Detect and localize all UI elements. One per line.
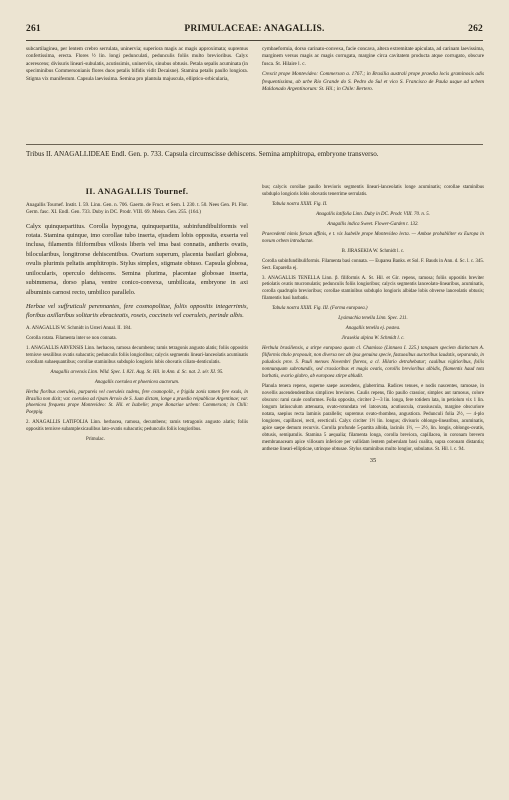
genus-description: Calyx quinquepartitus. Corolla hypogyna, quinquepartita, subinfundibuliformis vel rotata. Stamina quinque, imo corollae tubo inserta, ejusdem lobis opposita, exserta vel inclusa, filamentis filiformibus villosis liberis vel ima basi connatis, antheris ovatis, bilocularibus, longitrorse dehiscentibus. Ovarium superum, placenta basilari globosa, ovulis plurimis peltatis amphitropis. Stylus simplex, stigmate obtuso. Capsula globosa, unilocularis, operculo dehiscens. Semina plurima, placentae globosae inserta, subimmersa, dorso plana, ventre conico-convexa, umbilicata, embryone in axi albuminis carnosi recto, umbilico parallelo. [26, 222, 248, 296]
top-right-text: cymbaeformia, dorso carinato-convexa, facie concava, altera extremitate apiculata, ad carinam laevissima, marginem versus magis ac magis corrugata, margine circa cavitatem producta atque corrugato, obscure fusca. St. Hilaire l. c. [262, 46, 484, 67]
species-1-habitat: Herba floribus coeruleis, purpureis vel coeruleis tadens, fere cosmopolit., e frigida zonis tamen fere exuls, in Brasilia non dixit; var. coerulea ad ripam Arroio de S. Juan dictam, longe a praedio reipublicae Argentinae; var. phoenicea frequens prope Montevideo: St. Hil. et Isabelle; prope Bonariae urbem: Commerson; in Chili: Poeppig. [26, 389, 248, 416]
species-3-synonym-1: Lysimachia tenella Linn. Spec. 211. [338, 316, 408, 322]
top-column-left [26, 46, 248, 86]
signature-page-number: 35 [369, 457, 377, 465]
species-3-note: Herbula brasiliensis, a stirpe europaea quam cl. Chamisso (Linnaea I. 225.) tanquam speciem distinctam A. filiformis titulo proposuit, non diversa nec ab ipsa genuina specie, fastuosibus auctoribus laudatis, separanda, in paludosis prov. S. Pauli menses Novembri florens, a cl. Hilario detrahebatur; caulibus vigitioribus, foliis nonnunquam subrotundis, sed crassioribus et magis ovatis, corollis brevioribus albidis, filamentis haud tota barbatis, ovario glabro, ab europaea stirpe abludit. [262, 346, 484, 379]
section-b-description: Corolla subinfundibuliformis. Filamenta basi connata. — Euparea Banks. et Sol. F. Bauds in Ann. d. Sc. l. c. 345. Sect. Euparella ej. [262, 258, 484, 271]
species-1-synonymy: Anagallis arvensis Linn. Wild. Spec. I. 821. Aug. St. Hil. in Ann. d. Sc. nat. 2. sér. XI. 95. [50, 369, 224, 375]
species-2-note: Praecedenti nimis forsan affinis, e t. vix Isabelle prope Montevideo lecta. — Ambae probabiliter ex Europa in novum orbem introductae. [262, 231, 484, 244]
species-1-varieties: Anagallis coerulea et phoenicea auctorum. [94, 379, 180, 385]
species-3-synonym-3: Jirasekia alpina W. Schmidt l. c. [341, 336, 405, 342]
top-right-habitat-note: Crescit prope Montevideo: Commerson a. 1767.; in Brasilia australi prope praedia locis graminosis adis frequentissima, ab urbe Rio Grande do S. Pedro do Sul et vico S. Francisco de Paula usque ad urbem Maldonado Argentinorum: St. Hil.; in Chile: Bertero. [262, 71, 484, 92]
section-a-heading: A. ANAGALLIS W. Schmidt in Usteri Annal. II. 184. [26, 325, 132, 331]
genus-habit: Herbae vel suffruticuli perennantes, fere cosmopolitae, foliis oppositis integerrimis, floribus axillaribus solitariis ebracteatis, roseis, coccineis vel coeruleis, perinde albis. [26, 303, 248, 320]
species-2-synonym-2: Anagallis indica Sweet. Flower-Garden t. 132. [327, 221, 419, 227]
header-rule [26, 40, 483, 41]
species-3-diagnosis: 3. ANAGALLIS TENELLA Linn. β. filiformis A. St. Hil. et Gir. repens, ramosa; foliis oppositis breviter petiolatis ovatis mucronulatis; pedunculis foliis longioribus; calycis segmentis lanceolato-linearibus, acuminatis, corolla quadruplo brevioribus; corollae staminibus subduplo longioris albidae lobis obverse lanceolatis obtusis; filamentis basi barbatis. [262, 275, 484, 302]
main-column-right [262, 185, 484, 466]
tribus-separator [26, 144, 483, 145]
running-title: PRIMULACEAE: ANAGALLIS. [184, 24, 325, 34]
species-1-diagnosis: 1. ANAGALLIS ARVENSIS Linn. herbacea, ramosa decumbens; ramis tetragonis angusto alatis; foliis oppositis ternisve sessilibus ovatis subacutis; pedunculis foliis longioribus; calycis segmentis lineari-lanceolatis acuminatis corollam subaequantibus; corollae staminibus subduplo longioris lobis obovatis ciliato-denticulatis. [26, 345, 248, 365]
tribus-heading [26, 149, 483, 160]
section-a-description: Corolla rotata. Filamenta inter se non connata. [26, 335, 117, 341]
top-column-right [262, 46, 484, 96]
species-2-synonym-1: Anagallis latifolia Linn. Duby in DC. Prodr. VIII. 70. n. 5. [316, 211, 430, 217]
genus-title: II. ANAGALLIS Tournef. [85, 186, 189, 196]
species-2-continuation: bus; calycis corollae paullo brevioris segmentis lineari-lanceolatis longe acuminatis; corollae staminibus subduplo longioris lobis obovatis tenerrime serrulatis. [262, 185, 484, 197]
genus-synonymy: Anagallis Tournef. Instit. I. 59. Linn. Gen. n. 706. Gaertn. de Fruct. et Sem. I. 230. t. 50. Nees Gen. Pl. Flor. Germ. fasc. XI. Endl. Gen. 733. Duby in DC. Prodr. VIII. 69. Meisn. Gen. 255. (164.) [26, 202, 248, 216]
species-3-description: Planula tenera repens, superne saepe ascendens, glaberrima. Radices tenues, e nodis nascentes, ramosae, in novellis ascendendentibus simplices breviores. Caulis repens, filo paullo crassior, simplex aut ramosus, colore obscuro: rami caule conformes. Folia opposita, circiter 2—3 lin. longa, fere totidem lata, in petiolum vix 1 lin. longum latiusculum attenuata, ovato-rotundata vel latoovata, acutiuscula, crassiuscula, margine obscuriore notata, saepius recta laminis parallelis; supremus ovato-rhombea, angustiora. Pedunculi folia 2½, — 4-plo longiores, capillacei, recti, erecticuli. Calyx circiter 1½ lin. longus; divisuris oblongo-linearibus, acuminatis, apice saepe demum recurvis. Corolla profunde 5-partita albida, laciniis 1½, — 2½, lin. longis, oblongo-ovatis, obtusis, semipatulis. Stamina 5 aequalia; filamenta longa, corolla breviora, capillacea, in coronam brevem membranaceam apice villosum inferiore per vallidam lentem puberulam basi coalita, supra coronam distantia; antherae lineari-ellipticae, utrinque obtusae. Stylus staminibus multo longior, subulatus. St. Hil. l. c. 94. [262, 383, 484, 452]
top-left-text: subcartilaginea, per lentem crebro serrulata, uninervia; superiora magis ac magis approximata; supremus confertissima, erecta. Flores ½ lin. longi pedunculati, pedunculis foliis multo brevioribus. Calyx acerescens; divisuris lineari-subulatis, acutissimis, uninerviis, sinubus obtusis. Petala sepalis acuminata (in speciminibus Commersonianis flores duos petalis bifidis vidit Decaisne). Stamina petalis paullo longiora. Stigma vix manifestum. Capsula laevissima. Semina pro plantula majuscula, elliptico-orbicularia, [26, 46, 248, 82]
plate-reference-2: Tabula nostra XXIII. Fig. III. (Forma europaea.) [272, 306, 368, 312]
species-3-synonym-2: Anagallis tenella ej. postea. [345, 326, 401, 332]
section-b-heading: B. JIRASEKIA W. Schmidt l. c. [341, 248, 405, 254]
species-2-diagnosis: 2. ANAGALLIS LATIFOLIA Linn. herbacea, ramosa, decumbens; ramis tetragonis angusto alatis; foliis oppositis ternisve subamplexicaulibus lato-ovatis subacutis; pedunculis foliis longioribus. [26, 420, 248, 433]
running-header [26, 24, 483, 38]
plate-reference-1: Tabula nostra XXIII. Fig. II. [272, 201, 328, 207]
tribus-text: Tribus II. ANAGALLIDEAE Endl. Gen. p. 733. Capsula circumscisse dehiscens. Semina amphitropa, embryone transverso. [26, 150, 379, 158]
page-number-right: 262 [468, 24, 483, 34]
signature-footer: Primulac. [86, 437, 105, 443]
main-column-left [26, 185, 248, 447]
page-number-left: 261 [26, 24, 41, 34]
